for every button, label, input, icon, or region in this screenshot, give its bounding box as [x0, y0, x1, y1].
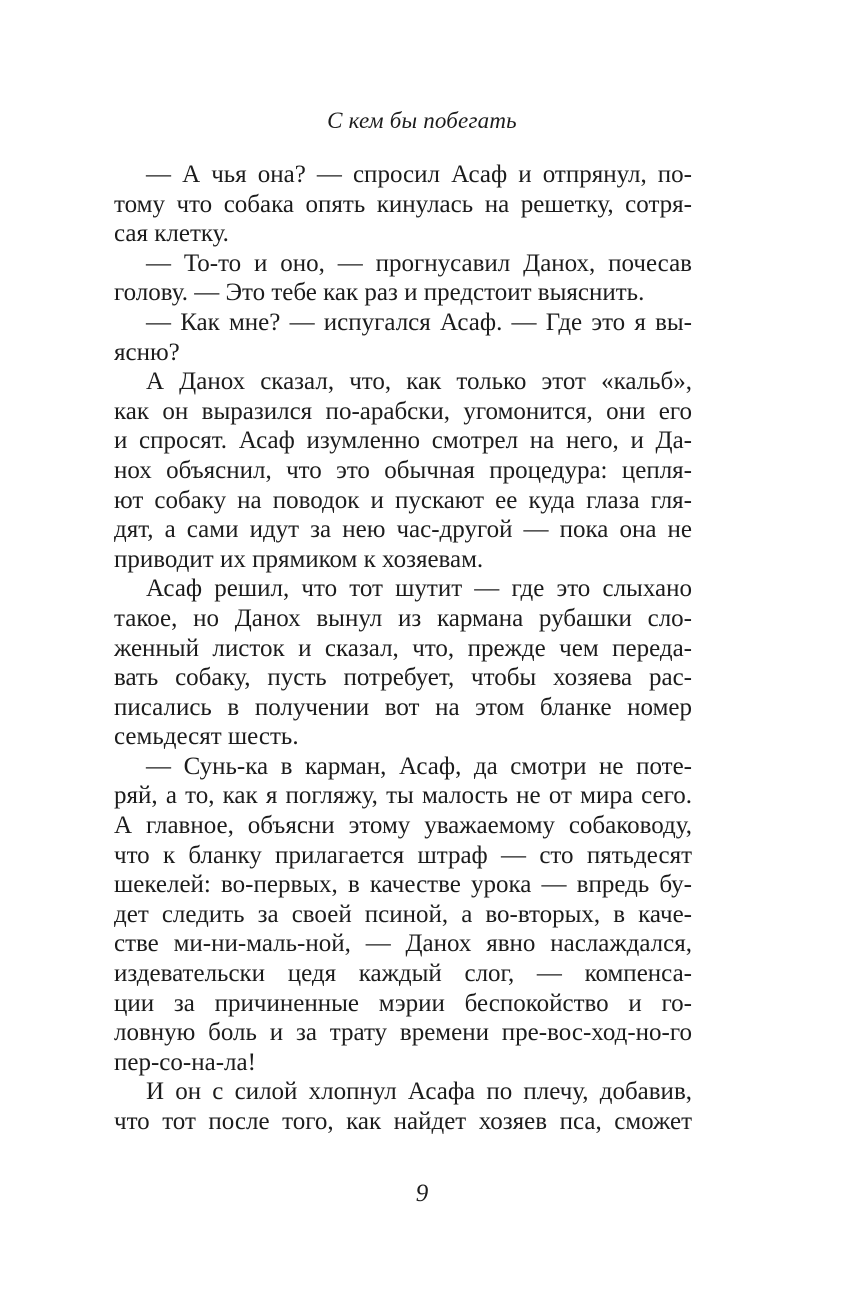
text-line: сая клетку.: [114, 220, 229, 248]
text-line: тому что собака опять кинулась на решетку, сотря-: [114, 190, 692, 218]
text-line: — Сунь-ка в карман, Асаф, да смотри не поте-: [146, 752, 692, 780]
text-line: семьдесят шесть.: [114, 723, 299, 751]
text-line: — А чья она? — спросил Асаф и отпрянул, по-: [146, 161, 692, 188]
text-line: писались в получении вот на этом бланке номер: [114, 693, 692, 721]
text-line: дет следить за своей псиной, а во-вторых, в каче-: [114, 900, 692, 928]
text-line: голову. — Это тебе как раз и предстоит выяснить.: [114, 279, 645, 307]
text-line: А главное, объясни этому уважаемому собаководу,: [114, 812, 692, 840]
text-line: стве ми-ни-маль-ной, — Данох явно наслаждался,: [114, 930, 692, 958]
body-text: [114, 160, 692, 1137]
text-line: и спросят. Асаф изумленно смотрел на него, и Да-: [114, 427, 692, 455]
text-line: ловную боль и за трату времени пре-вос-ход-но-го: [114, 1019, 692, 1047]
page-number: 9: [415, 1180, 429, 1207]
running-head: С кем бы побегать: [327, 108, 517, 133]
text-line: шекелей: во-первых, в качестве урока — впредь бу-: [114, 871, 692, 899]
text-line: приводит их прямиком к хозяевам.: [114, 545, 484, 573]
text-line: как он выразился по-арабски, угомонится, они его: [114, 397, 692, 425]
text-line: такое, но Данох вынул из кармана рубашки сло-: [114, 604, 692, 632]
text-line: женный листок и сказал, что, прежде чем переда-: [114, 634, 692, 662]
text-line: пер-со-на-ла!: [114, 1048, 256, 1076]
text-line: — То-то и оно, — прогнусавил Данох, почесав: [146, 249, 692, 277]
text-line: ясню?: [114, 338, 180, 366]
text-line: что к бланку прилагается штраф — сто пятьдесят: [114, 841, 692, 869]
text-line: ряй, а то, как я погляжу, ты малость не от мира сего.: [114, 782, 692, 810]
text-line: — Как мне? — испугался Асаф. — Где это я вы-: [146, 308, 692, 336]
text-line: И он с силой хлопнул Асафа по плечу, добавив,: [146, 1078, 692, 1106]
text-line: ют собаку на поводок и пускают ее куда глаза гля-: [114, 486, 692, 514]
text-line: Асаф решил, что тот шутит — где это слыхано: [146, 575, 692, 603]
text-line: нох объяснил, что это обычная процедура: цепля-: [114, 456, 692, 484]
text-line: вать собаку, пусть потребует, чтобы хозяева рас-: [114, 664, 692, 692]
text-line: издевательски цедя каждый слог, — компенса-: [114, 960, 692, 988]
text-line: А Данох сказал, что, как только этот «кальб»,: [146, 368, 692, 396]
text-line: дят, а сами идут за нею час-другой — пока она не: [114, 516, 692, 544]
text-line: ции за причиненные мэрии беспокойство и го-: [114, 989, 692, 1017]
text-line: что тот после того, как найдет хозяев пса, сможет: [114, 1108, 692, 1135]
